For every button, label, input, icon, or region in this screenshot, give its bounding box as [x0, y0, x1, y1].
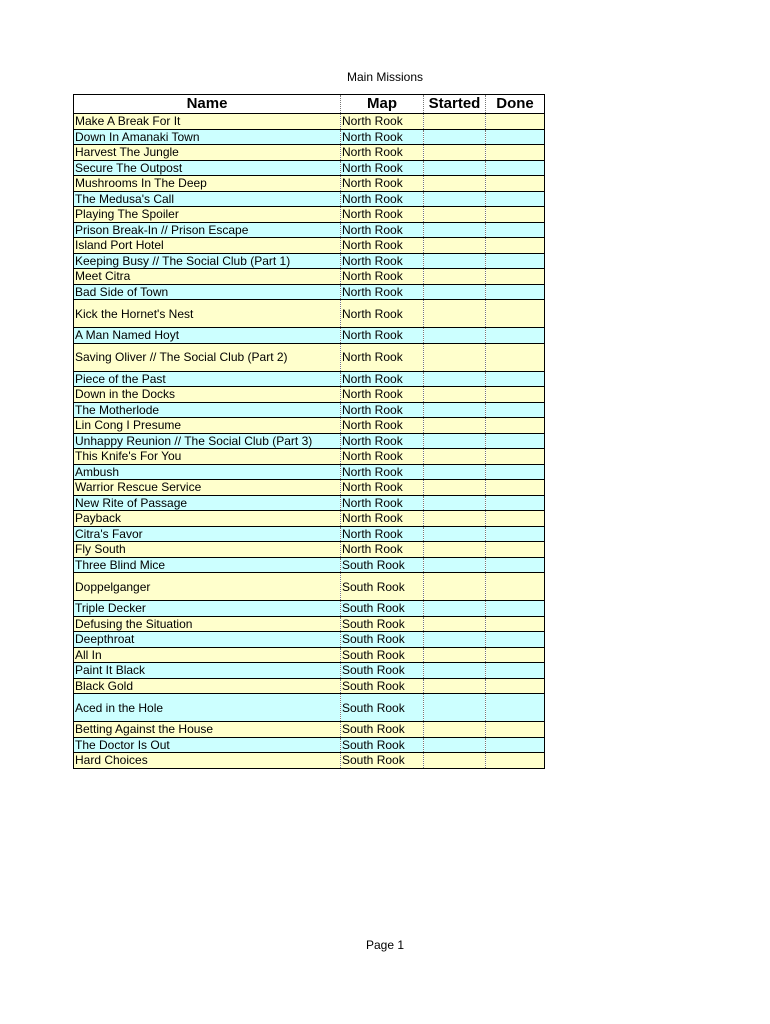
- started-column-header[interactable]: Started: [424, 95, 486, 114]
- missions-table-body: [74, 114, 545, 769]
- map-cell[interactable]: North Rook: [341, 207, 424, 223]
- done-cell[interactable]: [486, 114, 545, 130]
- table-row: [74, 402, 545, 418]
- table-row: [74, 343, 545, 371]
- table-row: [74, 418, 545, 434]
- map-cell[interactable]: North Rook: [341, 449, 424, 465]
- table-row: [74, 616, 545, 632]
- done-cell[interactable]: [486, 511, 545, 527]
- started-cell[interactable]: [424, 253, 486, 269]
- mission-name-cell[interactable]: Island Port Hotel: [74, 238, 341, 254]
- started-cell[interactable]: [424, 573, 486, 601]
- map-cell[interactable]: North Rook: [341, 418, 424, 434]
- started-cell[interactable]: [424, 176, 486, 192]
- started-cell[interactable]: [424, 114, 486, 130]
- started-cell[interactable]: [424, 402, 486, 418]
- done-cell[interactable]: [486, 269, 545, 285]
- header-row: [74, 95, 545, 114]
- mission-name-cell[interactable]: Prison Break-In // Prison Escape: [74, 222, 341, 238]
- started-cell[interactable]: [424, 601, 486, 617]
- map-cell[interactable]: North Rook: [341, 511, 424, 527]
- table-row: [74, 300, 545, 328]
- map-cell[interactable]: North Rook: [341, 253, 424, 269]
- started-cell[interactable]: [424, 449, 486, 465]
- mission-name-cell[interactable]: Lin Cong I Presume: [74, 418, 341, 434]
- mission-name-cell[interactable]: Citra's Favor: [74, 526, 341, 542]
- mission-name-cell[interactable]: Betting Against the House: [74, 722, 341, 738]
- mission-name-cell[interactable]: Doppelganger: [74, 573, 341, 601]
- map-cell[interactable]: North Rook: [341, 542, 424, 558]
- done-cell[interactable]: [486, 418, 545, 434]
- started-cell[interactable]: [424, 616, 486, 632]
- mission-name-cell[interactable]: Harvest The Jungle: [74, 145, 341, 161]
- table-row: [74, 511, 545, 527]
- mission-name-cell[interactable]: Bad Side of Town: [74, 284, 341, 300]
- mission-name-cell[interactable]: Triple Decker: [74, 601, 341, 617]
- table-row: [74, 433, 545, 449]
- table-row: [74, 328, 545, 344]
- mission-name-cell[interactable]: Three Blind Mice: [74, 557, 341, 573]
- map-cell[interactable]: South Rook: [341, 601, 424, 617]
- mission-name-cell[interactable]: Playing The Spoiler: [74, 207, 341, 223]
- done-cell[interactable]: [486, 129, 545, 145]
- map-cell[interactable]: North Rook: [341, 191, 424, 207]
- mission-name-cell[interactable]: Keeping Busy // The Social Club (Part 1): [74, 253, 341, 269]
- table-row: [74, 557, 545, 573]
- map-cell[interactable]: North Rook: [341, 176, 424, 192]
- done-cell[interactable]: [486, 480, 545, 496]
- started-cell[interactable]: [424, 387, 486, 403]
- started-cell[interactable]: [424, 480, 486, 496]
- map-cell[interactable]: North Rook: [341, 495, 424, 511]
- started-cell[interactable]: [424, 129, 486, 145]
- mission-name-cell[interactable]: Payback: [74, 511, 341, 527]
- table-row: [74, 601, 545, 617]
- started-cell[interactable]: [424, 269, 486, 285]
- mission-name-cell[interactable]: Hard Choices: [74, 753, 341, 769]
- map-cell[interactable]: North Rook: [341, 269, 424, 285]
- done-cell[interactable]: [486, 495, 545, 511]
- started-cell[interactable]: [424, 663, 486, 679]
- table-row: [74, 480, 545, 496]
- done-cell[interactable]: [486, 678, 545, 694]
- mission-name-cell[interactable]: Down in the Docks: [74, 387, 341, 403]
- mission-name-cell[interactable]: The Doctor Is Out: [74, 737, 341, 753]
- mission-name-cell[interactable]: Ambush: [74, 464, 341, 480]
- done-cell[interactable]: [486, 722, 545, 738]
- table-row: [74, 191, 545, 207]
- table-row: [74, 371, 545, 387]
- mission-name-cell[interactable]: Paint It Black: [74, 663, 341, 679]
- map-cell[interactable]: North Rook: [341, 160, 424, 176]
- done-cell[interactable]: [486, 328, 545, 344]
- map-cell[interactable]: South Rook: [341, 557, 424, 573]
- table-row: [74, 678, 545, 694]
- done-cell[interactable]: [486, 253, 545, 269]
- done-cell[interactable]: [486, 601, 545, 617]
- done-cell[interactable]: [486, 694, 545, 722]
- done-cell[interactable]: [486, 176, 545, 192]
- started-cell[interactable]: [424, 207, 486, 223]
- table-row: [74, 722, 545, 738]
- table-row: [74, 176, 545, 192]
- done-cell[interactable]: [486, 449, 545, 465]
- table-row: [74, 129, 545, 145]
- map-cell[interactable]: South Rook: [341, 722, 424, 738]
- table-row: [74, 526, 545, 542]
- mission-name-cell[interactable]: The Medusa's Call: [74, 191, 341, 207]
- mission-name-cell[interactable]: Warrior Rescue Service: [74, 480, 341, 496]
- done-cell[interactable]: [486, 238, 545, 254]
- table-row: [74, 495, 545, 511]
- map-cell[interactable]: South Rook: [341, 737, 424, 753]
- map-cell[interactable]: North Rook: [341, 300, 424, 328]
- mission-name-cell[interactable]: Fly South: [74, 542, 341, 558]
- started-cell[interactable]: [424, 632, 486, 648]
- done-cell[interactable]: [486, 542, 545, 558]
- mission-name-cell[interactable]: A Man Named Hoyt: [74, 328, 341, 344]
- done-cell[interactable]: [486, 300, 545, 328]
- table-row: [74, 542, 545, 558]
- map-cell[interactable]: North Rook: [341, 343, 424, 371]
- table-row: [74, 160, 545, 176]
- mission-name-cell[interactable]: Meet Citra: [74, 269, 341, 285]
- map-cell[interactable]: North Rook: [341, 371, 424, 387]
- started-cell[interactable]: [424, 433, 486, 449]
- map-cell[interactable]: North Rook: [341, 284, 424, 300]
- started-cell[interactable]: [424, 300, 486, 328]
- map-cell[interactable]: North Rook: [341, 526, 424, 542]
- done-cell[interactable]: [486, 284, 545, 300]
- done-cell[interactable]: [486, 160, 545, 176]
- mission-name-cell[interactable]: New Rite of Passage: [74, 495, 341, 511]
- table-row: [74, 207, 545, 223]
- map-cell[interactable]: North Rook: [341, 387, 424, 403]
- table-row: [74, 269, 545, 285]
- mission-name-cell[interactable]: Saving Oliver // The Social Club (Part 2): [74, 343, 341, 371]
- map-cell[interactable]: South Rook: [341, 632, 424, 648]
- table-row: [74, 573, 545, 601]
- started-cell[interactable]: [424, 418, 486, 434]
- started-cell[interactable]: [424, 694, 486, 722]
- mission-name-cell[interactable]: This Knife's For You: [74, 449, 341, 465]
- map-cell[interactable]: South Rook: [341, 678, 424, 694]
- started-cell[interactable]: [424, 678, 486, 694]
- started-cell[interactable]: [424, 495, 486, 511]
- map-cell[interactable]: North Rook: [341, 129, 424, 145]
- mission-name-cell[interactable]: Down In Amanaki Town: [74, 129, 341, 145]
- done-cell[interactable]: [486, 526, 545, 542]
- started-cell[interactable]: [424, 191, 486, 207]
- map-cell[interactable]: North Rook: [341, 433, 424, 449]
- mission-name-cell[interactable]: Piece of the Past: [74, 371, 341, 387]
- started-cell[interactable]: [424, 526, 486, 542]
- done-cell[interactable]: [486, 647, 545, 663]
- mission-name-cell[interactable]: Make A Break For It: [74, 114, 341, 130]
- map-cell[interactable]: South Rook: [341, 647, 424, 663]
- table-row: [74, 222, 545, 238]
- map-column-header[interactable]: Map: [341, 95, 424, 114]
- started-cell[interactable]: [424, 222, 486, 238]
- done-cell[interactable]: [486, 387, 545, 403]
- mission-name-cell[interactable]: Secure The Outpost: [74, 160, 341, 176]
- done-cell[interactable]: [486, 402, 545, 418]
- started-cell[interactable]: [424, 343, 486, 371]
- done-cell[interactable]: [486, 433, 545, 449]
- map-cell[interactable]: North Rook: [341, 402, 424, 418]
- table-row: [74, 449, 545, 465]
- started-cell[interactable]: [424, 371, 486, 387]
- table-row: [74, 737, 545, 753]
- map-cell[interactable]: South Rook: [341, 694, 424, 722]
- map-cell[interactable]: South Rook: [341, 753, 424, 769]
- done-cell[interactable]: [486, 737, 545, 753]
- map-cell[interactable]: North Rook: [341, 238, 424, 254]
- map-cell[interactable]: North Rook: [341, 222, 424, 238]
- mission-name-cell[interactable]: Black Gold: [74, 678, 341, 694]
- table-row: [74, 114, 545, 130]
- map-cell[interactable]: North Rook: [341, 464, 424, 480]
- map-cell[interactable]: North Rook: [341, 328, 424, 344]
- done-cell[interactable]: [486, 191, 545, 207]
- mission-name-cell[interactable]: Kick the Hornet's Nest: [74, 300, 341, 328]
- map-cell[interactable]: North Rook: [341, 145, 424, 161]
- started-cell[interactable]: [424, 160, 486, 176]
- missions-table: [73, 94, 545, 769]
- started-cell[interactable]: [424, 328, 486, 344]
- table-row: [74, 387, 545, 403]
- map-cell[interactable]: South Rook: [341, 663, 424, 679]
- done-cell[interactable]: [486, 616, 545, 632]
- mission-name-cell[interactable]: Defusing the Situation: [74, 616, 341, 632]
- mission-name-cell[interactable]: Mushrooms In The Deep: [74, 176, 341, 192]
- table-row: [74, 464, 545, 480]
- done-cell[interactable]: [486, 557, 545, 573]
- started-cell[interactable]: [424, 647, 486, 663]
- table-row: [74, 238, 545, 254]
- table-row: [74, 145, 545, 161]
- done-cell[interactable]: [486, 343, 545, 371]
- done-cell[interactable]: [486, 371, 545, 387]
- table-row: [74, 284, 545, 300]
- page-number: Page 1: [365, 938, 405, 952]
- map-cell[interactable]: North Rook: [341, 480, 424, 496]
- done-cell[interactable]: [486, 573, 545, 601]
- sheet-title: Main Missions: [346, 70, 424, 84]
- started-cell[interactable]: [424, 511, 486, 527]
- started-cell[interactable]: [424, 284, 486, 300]
- started-cell[interactable]: [424, 557, 486, 573]
- table-row: [74, 253, 545, 269]
- started-cell[interactable]: [424, 145, 486, 161]
- table-row: [74, 647, 545, 663]
- started-cell[interactable]: [424, 737, 486, 753]
- table-row: [74, 753, 545, 769]
- mission-name-cell[interactable]: The Motherlode: [74, 402, 341, 418]
- done-cell[interactable]: [486, 663, 545, 679]
- started-cell[interactable]: [424, 464, 486, 480]
- done-cell[interactable]: [486, 145, 545, 161]
- done-cell[interactable]: [486, 207, 545, 223]
- name-column-header[interactable]: Name: [74, 95, 341, 114]
- map-cell[interactable]: South Rook: [341, 573, 424, 601]
- map-cell[interactable]: North Rook: [341, 114, 424, 130]
- done-column-header[interactable]: Done: [486, 95, 545, 114]
- mission-name-cell[interactable]: Unhappy Reunion // The Social Club (Part 3): [74, 433, 341, 449]
- started-cell[interactable]: [424, 542, 486, 558]
- table-row: [74, 632, 545, 648]
- started-cell[interactable]: [424, 722, 486, 738]
- table-row: [74, 694, 545, 722]
- map-cell[interactable]: South Rook: [341, 616, 424, 632]
- started-cell[interactable]: [424, 753, 486, 769]
- done-cell[interactable]: [486, 632, 545, 648]
- mission-name-cell[interactable]: Deepthroat: [74, 632, 341, 648]
- mission-name-cell[interactable]: Aced in the Hole: [74, 694, 341, 722]
- table-row: [74, 663, 545, 679]
- done-cell[interactable]: [486, 753, 545, 769]
- mission-name-cell[interactable]: All In: [74, 647, 341, 663]
- started-cell[interactable]: [424, 238, 486, 254]
- done-cell[interactable]: [486, 464, 545, 480]
- done-cell[interactable]: [486, 222, 545, 238]
